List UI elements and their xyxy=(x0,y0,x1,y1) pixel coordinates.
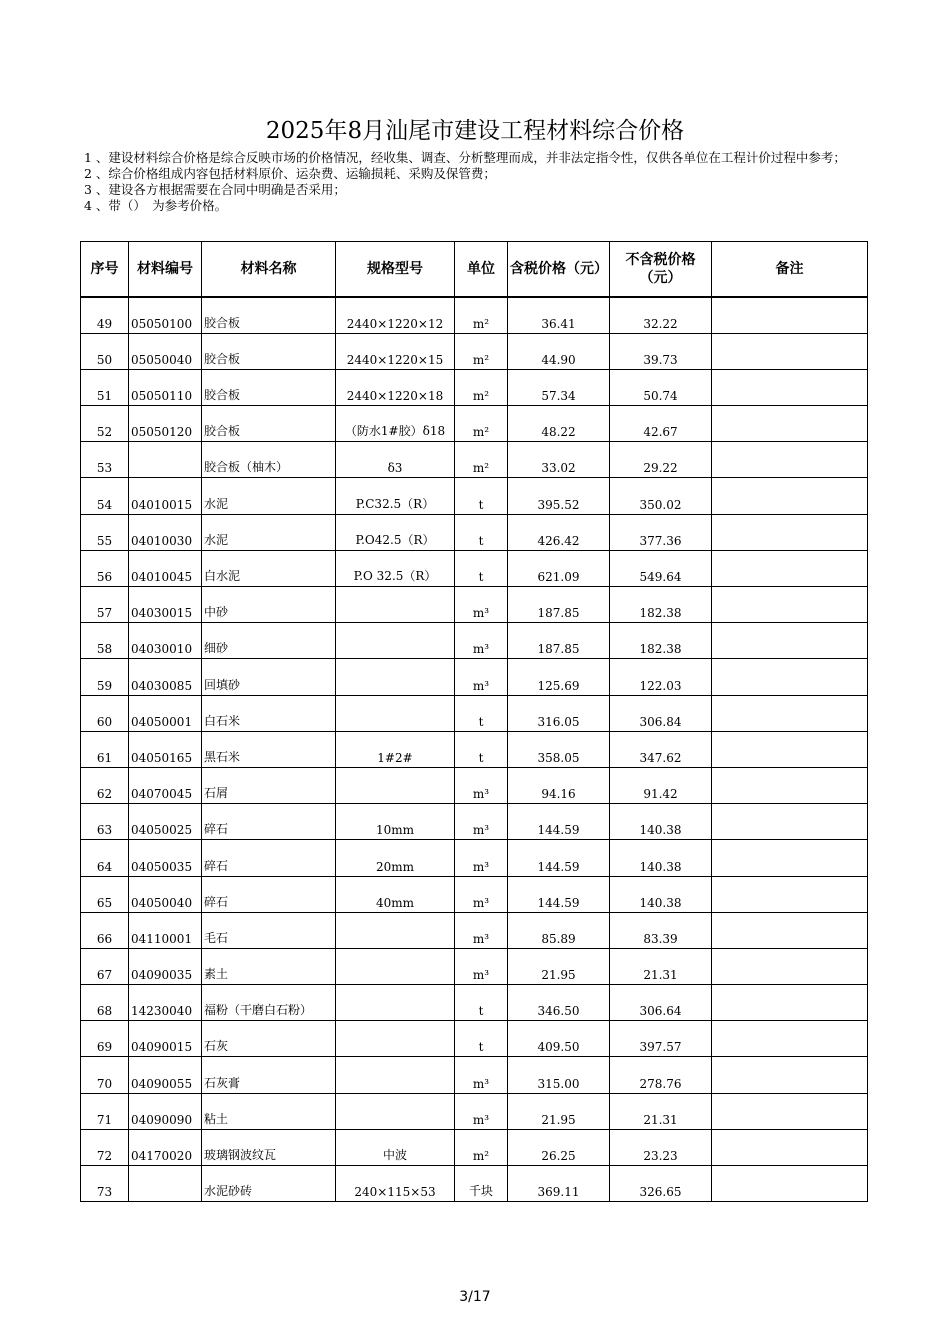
note-4: 4 、带（） 为参考价格。 xyxy=(84,198,228,213)
cell-seq: 60 xyxy=(81,695,129,731)
cell-price-tax: 187.85 xyxy=(508,623,610,659)
cell-unit: m³ xyxy=(455,840,508,876)
cell-spec: 2440×1220×18 xyxy=(336,369,455,405)
table-row xyxy=(81,767,868,803)
cell-seq: 59 xyxy=(81,659,129,695)
cell-spec xyxy=(336,1021,455,1057)
cell-price-notax: 182.38 xyxy=(610,623,712,659)
cell-code: 04010045 xyxy=(129,550,202,586)
cell-code: 05050110 xyxy=(129,369,202,405)
cell-spec xyxy=(336,1093,455,1129)
cell-code: 04050025 xyxy=(129,804,202,840)
cell-price-tax: 395.52 xyxy=(508,478,610,514)
cell-name: 水泥砂砖 xyxy=(202,1166,336,1202)
cell-unit: m³ xyxy=(455,659,508,695)
cell-price-tax: 187.85 xyxy=(508,587,610,623)
page-title: 2025年8月汕尾市建设工程材料综合价格 xyxy=(265,118,685,144)
cell-remark xyxy=(712,297,868,333)
cell-name: 碎石 xyxy=(202,876,336,912)
cell-price-tax: 621.09 xyxy=(508,550,610,586)
table-row xyxy=(81,948,868,984)
cell-name: 胶合板（柚木） xyxy=(202,442,336,478)
cell-unit: m³ xyxy=(455,804,508,840)
cell-unit: m³ xyxy=(455,623,508,659)
cell-price-notax: 91.42 xyxy=(610,767,712,803)
cell-code: 04010030 xyxy=(129,514,202,550)
cell-name: 胶合板 xyxy=(202,297,336,333)
cell-remark xyxy=(712,731,868,767)
table-row xyxy=(81,659,868,695)
cell-code: 04090015 xyxy=(129,1021,202,1057)
cell-price-notax: 23.23 xyxy=(610,1129,712,1165)
cell-price-tax: 346.50 xyxy=(508,985,610,1021)
table-row xyxy=(81,1129,868,1165)
cell-price-notax: 29.22 xyxy=(610,442,712,478)
cell-price-tax: 94.16 xyxy=(508,767,610,803)
cell-code: 04050040 xyxy=(129,876,202,912)
cell-name: 石灰膏 xyxy=(202,1057,336,1093)
cell-remark xyxy=(712,406,868,442)
cell-code: 04030010 xyxy=(129,623,202,659)
cell-seq: 61 xyxy=(81,731,129,767)
cell-seq: 53 xyxy=(81,442,129,478)
cell-remark xyxy=(712,514,868,550)
cell-price-notax: 50.74 xyxy=(610,369,712,405)
cell-price-tax: 409.50 xyxy=(508,1021,610,1057)
header-code: 材料编号 xyxy=(129,242,202,298)
table-row xyxy=(81,695,868,731)
cell-price-notax: 140.38 xyxy=(610,804,712,840)
cell-price-notax: 278.76 xyxy=(610,1057,712,1093)
cell-price-notax: 377.36 xyxy=(610,514,712,550)
cell-unit: m² xyxy=(455,406,508,442)
cell-code: 04170020 xyxy=(129,1129,202,1165)
cell-price-notax: 397.57 xyxy=(610,1021,712,1057)
cell-remark xyxy=(712,478,868,514)
table-row xyxy=(81,731,868,767)
page-number: 3/17 xyxy=(459,1289,491,1305)
cell-spec xyxy=(336,767,455,803)
cell-price-tax: 21.95 xyxy=(508,948,610,984)
cell-unit: t xyxy=(455,695,508,731)
cell-price-tax: 48.22 xyxy=(508,406,610,442)
cell-name: 玻璃钢波纹瓦 xyxy=(202,1129,336,1165)
cell-remark xyxy=(712,1021,868,1057)
cell-spec: P.O 32.5（R） xyxy=(336,550,455,586)
cell-remark xyxy=(712,333,868,369)
note-3: 3 、建设各方根据需要在合同中明确是否采用； xyxy=(84,182,346,197)
cell-code: 04050165 xyxy=(129,731,202,767)
cell-price-notax: 140.38 xyxy=(610,876,712,912)
cell-name: 胶合板 xyxy=(202,406,336,442)
cell-unit: m² xyxy=(455,333,508,369)
cell-code xyxy=(129,442,202,478)
cell-code: 04050001 xyxy=(129,695,202,731)
header-unit: 单位 xyxy=(455,242,508,298)
note-2: 2 、综合价格组成内容包括材料原价、运杂费、运输损耗、采购及保管费； xyxy=(84,166,496,181)
cell-price-tax: 33.02 xyxy=(508,442,610,478)
cell-unit: m³ xyxy=(455,876,508,912)
header-name: 材料名称 xyxy=(202,242,336,298)
cell-price-tax: 36.41 xyxy=(508,297,610,333)
price-table xyxy=(80,241,868,1202)
cell-seq: 62 xyxy=(81,767,129,803)
header-price-tax: 含税价格（元） xyxy=(508,242,610,298)
cell-price-tax: 144.59 xyxy=(508,804,610,840)
cell-unit: t xyxy=(455,731,508,767)
header-remark: 备注 xyxy=(712,242,868,298)
cell-name: 碎石 xyxy=(202,840,336,876)
cell-code: 05050120 xyxy=(129,406,202,442)
table-row xyxy=(81,985,868,1021)
cell-price-notax: 83.39 xyxy=(610,912,712,948)
cell-spec xyxy=(336,695,455,731)
cell-code: 04090090 xyxy=(129,1093,202,1129)
header-spec: 规格型号 xyxy=(336,242,455,298)
cell-unit: 千块 xyxy=(455,1166,508,1202)
table-row xyxy=(81,912,868,948)
cell-seq: 70 xyxy=(81,1057,129,1093)
cell-name: 中砂 xyxy=(202,587,336,623)
cell-seq: 56 xyxy=(81,550,129,586)
cell-seq: 65 xyxy=(81,876,129,912)
cell-price-notax: 306.84 xyxy=(610,695,712,731)
cell-remark xyxy=(712,840,868,876)
cell-unit: m³ xyxy=(455,1093,508,1129)
cell-price-notax: 347.62 xyxy=(610,731,712,767)
cell-name: 水泥 xyxy=(202,514,336,550)
cell-spec xyxy=(336,912,455,948)
cell-remark xyxy=(712,948,868,984)
table-row xyxy=(81,804,868,840)
notes xyxy=(84,150,874,214)
cell-unit: m³ xyxy=(455,767,508,803)
cell-name: 水泥 xyxy=(202,478,336,514)
cell-spec: 10mm xyxy=(336,804,455,840)
table-row xyxy=(81,1021,868,1057)
cell-name: 白石米 xyxy=(202,695,336,731)
cell-price-tax: 426.42 xyxy=(508,514,610,550)
cell-price-notax: 326.65 xyxy=(610,1166,712,1202)
cell-name: 石屑 xyxy=(202,767,336,803)
table-row xyxy=(81,1093,868,1129)
cell-seq: 71 xyxy=(81,1093,129,1129)
cell-spec xyxy=(336,1057,455,1093)
cell-seq: 68 xyxy=(81,985,129,1021)
cell-unit: t xyxy=(455,514,508,550)
cell-name: 细砂 xyxy=(202,623,336,659)
table-row xyxy=(81,369,868,405)
header-price-notax: 不含税价格（元） xyxy=(610,242,712,298)
table-row xyxy=(81,514,868,550)
cell-seq: 52 xyxy=(81,406,129,442)
table-row xyxy=(81,1057,868,1093)
cell-remark xyxy=(712,659,868,695)
cell-price-notax: 42.67 xyxy=(610,406,712,442)
cell-name: 粘土 xyxy=(202,1093,336,1129)
cell-unit: m² xyxy=(455,1129,508,1165)
cell-remark xyxy=(712,912,868,948)
cell-seq: 57 xyxy=(81,587,129,623)
cell-name: 毛石 xyxy=(202,912,336,948)
cell-spec xyxy=(336,659,455,695)
cell-price-notax: 21.31 xyxy=(610,948,712,984)
cell-unit: m² xyxy=(455,442,508,478)
cell-spec: 2440×1220×12 xyxy=(336,297,455,333)
cell-spec: （防水1#胶）δ18 xyxy=(336,406,455,442)
cell-spec xyxy=(336,587,455,623)
cell-seq: 50 xyxy=(81,333,129,369)
cell-remark xyxy=(712,1057,868,1093)
cell-code: 04090055 xyxy=(129,1057,202,1093)
cell-seq: 51 xyxy=(81,369,129,405)
table-row xyxy=(81,406,868,442)
cell-price-notax: 182.38 xyxy=(610,587,712,623)
cell-remark xyxy=(712,1166,868,1202)
cell-unit: t xyxy=(455,985,508,1021)
cell-remark xyxy=(712,587,868,623)
cell-price-tax: 315.00 xyxy=(508,1057,610,1093)
cell-unit: t xyxy=(455,1021,508,1057)
cell-unit: m³ xyxy=(455,912,508,948)
cell-price-notax: 32.22 xyxy=(610,297,712,333)
cell-spec: P.O42.5（R） xyxy=(336,514,455,550)
cell-name: 石灰 xyxy=(202,1021,336,1057)
cell-spec: 1#2# xyxy=(336,731,455,767)
cell-seq: 67 xyxy=(81,948,129,984)
cell-name: 回填砂 xyxy=(202,659,336,695)
cell-spec: P.C32.5（R） xyxy=(336,478,455,514)
table-row xyxy=(81,297,868,333)
cell-remark xyxy=(712,985,868,1021)
cell-code xyxy=(129,1166,202,1202)
cell-code: 04030085 xyxy=(129,659,202,695)
cell-price-tax: 85.89 xyxy=(508,912,610,948)
cell-unit: m³ xyxy=(455,948,508,984)
note-1: 1 、建设材料综合价格是综合反映市场的价格情况，经收集、调查、分析整理而成，并非法定指令性，仅供各单位在工程计价过程中参考； xyxy=(84,150,846,165)
cell-price-tax: 144.59 xyxy=(508,840,610,876)
cell-spec: 20mm xyxy=(336,840,455,876)
cell-remark xyxy=(712,1093,868,1129)
cell-name: 素土 xyxy=(202,948,336,984)
cell-price-tax: 316.05 xyxy=(508,695,610,731)
cell-code: 04010015 xyxy=(129,478,202,514)
table-row xyxy=(81,333,868,369)
cell-remark xyxy=(712,876,868,912)
cell-name: 福粉（干磨白石粉） xyxy=(202,985,336,1021)
cell-unit: m³ xyxy=(455,1057,508,1093)
cell-code: 14230040 xyxy=(129,985,202,1021)
cell-code: 05050100 xyxy=(129,297,202,333)
cell-seq: 49 xyxy=(81,297,129,333)
cell-unit: m³ xyxy=(455,587,508,623)
table-row xyxy=(81,840,868,876)
table-row xyxy=(81,550,868,586)
cell-remark xyxy=(712,1129,868,1165)
cell-unit: m² xyxy=(455,369,508,405)
cell-spec xyxy=(336,623,455,659)
cell-remark xyxy=(712,804,868,840)
cell-spec: δ3 xyxy=(336,442,455,478)
table-row xyxy=(81,587,868,623)
cell-price-notax: 122.03 xyxy=(610,659,712,695)
cell-name: 碎石 xyxy=(202,804,336,840)
cell-price-tax: 125.69 xyxy=(508,659,610,695)
cell-name: 黑石米 xyxy=(202,731,336,767)
table-row xyxy=(81,478,868,514)
cell-remark xyxy=(712,695,868,731)
table-header-row xyxy=(81,242,868,298)
cell-seq: 66 xyxy=(81,912,129,948)
cell-price-notax: 549.64 xyxy=(610,550,712,586)
cell-unit: t xyxy=(455,550,508,586)
cell-seq: 64 xyxy=(81,840,129,876)
cell-name: 白水泥 xyxy=(202,550,336,586)
cell-seq: 58 xyxy=(81,623,129,659)
cell-seq: 54 xyxy=(81,478,129,514)
cell-name: 胶合板 xyxy=(202,333,336,369)
cell-price-tax: 358.05 xyxy=(508,731,610,767)
cell-seq: 72 xyxy=(81,1129,129,1165)
cell-unit: t xyxy=(455,478,508,514)
cell-price-notax: 140.38 xyxy=(610,840,712,876)
cell-spec: 中波 xyxy=(336,1129,455,1165)
table-row xyxy=(81,623,868,659)
cell-seq: 69 xyxy=(81,1021,129,1057)
cell-price-notax: 21.31 xyxy=(610,1093,712,1129)
cell-price-notax: 306.64 xyxy=(610,985,712,1021)
cell-code: 05050040 xyxy=(129,333,202,369)
cell-remark xyxy=(712,623,868,659)
cell-unit: m² xyxy=(455,297,508,333)
cell-code: 04090035 xyxy=(129,948,202,984)
cell-remark xyxy=(712,442,868,478)
cell-spec: 240×115×53 xyxy=(336,1166,455,1202)
table-row xyxy=(81,876,868,912)
cell-remark xyxy=(712,550,868,586)
cell-price-tax: 26.25 xyxy=(508,1129,610,1165)
cell-code: 04050035 xyxy=(129,840,202,876)
cell-code: 04110001 xyxy=(129,912,202,948)
cell-price-tax: 57.34 xyxy=(508,369,610,405)
cell-remark xyxy=(712,369,868,405)
table-row xyxy=(81,1166,868,1202)
cell-spec xyxy=(336,948,455,984)
cell-code: 04030015 xyxy=(129,587,202,623)
header-seq: 序号 xyxy=(81,242,129,298)
cell-price-tax: 144.59 xyxy=(508,876,610,912)
cell-seq: 73 xyxy=(81,1166,129,1202)
cell-remark xyxy=(712,767,868,803)
cell-spec xyxy=(336,985,455,1021)
cell-price-tax: 44.90 xyxy=(508,333,610,369)
cell-name: 胶合板 xyxy=(202,369,336,405)
cell-spec: 2440×1220×15 xyxy=(336,333,455,369)
cell-price-tax: 21.95 xyxy=(508,1093,610,1129)
cell-seq: 63 xyxy=(81,804,129,840)
cell-seq: 55 xyxy=(81,514,129,550)
cell-price-tax: 369.11 xyxy=(508,1166,610,1202)
cell-price-notax: 39.73 xyxy=(610,333,712,369)
cell-code: 04070045 xyxy=(129,767,202,803)
table-row xyxy=(81,442,868,478)
cell-spec: 40mm xyxy=(336,876,455,912)
cell-price-notax: 350.02 xyxy=(610,478,712,514)
